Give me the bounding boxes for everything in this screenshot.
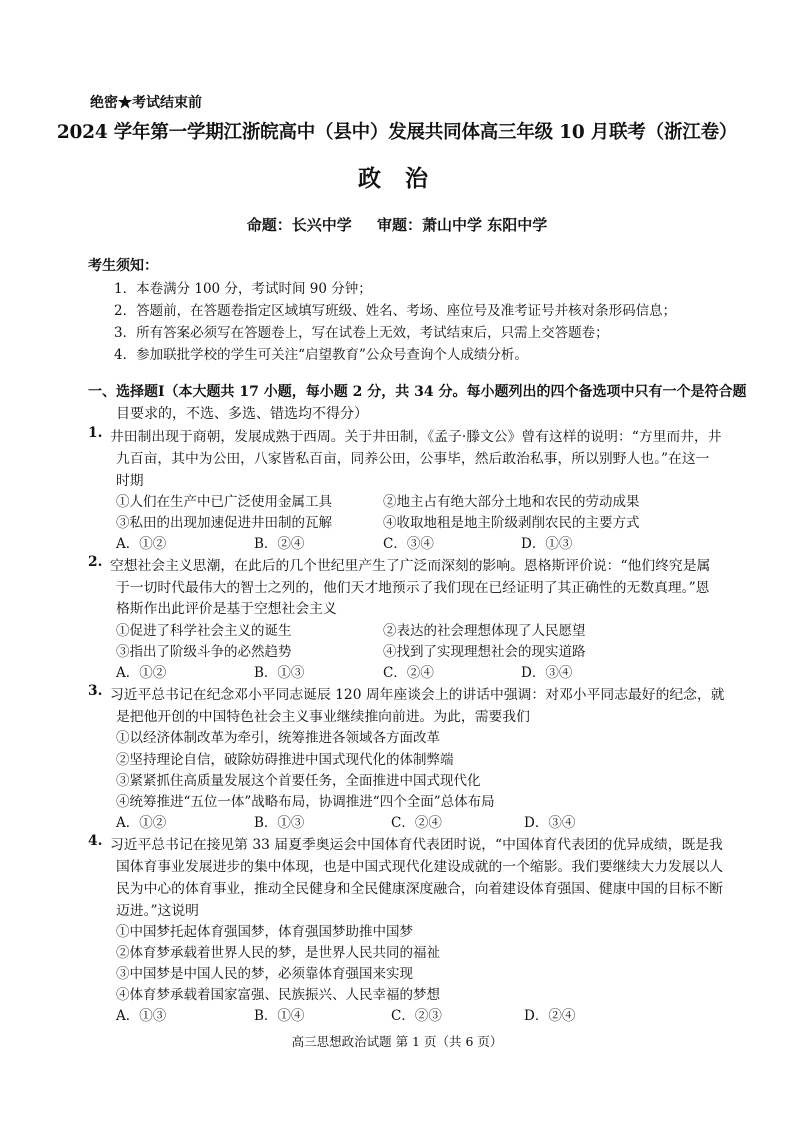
confidential-label: 绝密★考试结束前: [90, 95, 202, 111]
answer-choice-a: A．①②: [116, 536, 167, 552]
statement-option: ④收取地租是地主阶级剥削农民的主要方式: [383, 515, 640, 531]
notice-item: 3．所有答案必须写在答题卷上，写在试卷上无效，考试结束后，只需上交答题卷；: [114, 325, 609, 341]
answer-choice-d: D．②④: [524, 1008, 576, 1024]
question-text: 井田制出现于商朝，发展成熟于西周。关于井田制，《孟子·滕文公》曾有这样的说明：“方里而井，井: [110, 429, 722, 445]
statement-option: ④体育梦承载着国家富强、民族振兴、人民幸福的梦想: [116, 987, 440, 1003]
answer-choice-a: A．①②: [116, 665, 167, 681]
statement-option: ②地主占有绝大部分土地和农民的劳动成果: [383, 494, 640, 510]
reviewer: 审题：萧山中学 东阳中学: [377, 216, 548, 234]
notice-item: 2．答题前，在答题卷指定区域填写班级、姓名、考场、座位号及准考证号并核对条形码信息；: [114, 303, 677, 319]
question-text: 于一切时代最伟大的智士之列的，他们天才地预示了我们现在已经证明了其正确性的无数真理。”恩: [116, 580, 710, 596]
section-heading-cont: 目要求的，不选、多选、错选均不得分）: [116, 406, 368, 422]
question-text: 习近平总书记在纪念邓小平同志诞辰 120 周年座谈会上的讲话中强调：对邓小平同志最好的纪念，就: [110, 687, 725, 703]
statement-option: ②表达的社会理想体现了人民愿望: [383, 623, 586, 639]
answer-choice-a: A．①②: [116, 815, 167, 831]
answer-choice-b: B．①③: [254, 665, 305, 681]
notice-item: 1．本卷满分 100 分，考试时间 90 分钟；: [114, 281, 372, 297]
answer-choice-d: D．③④: [524, 815, 576, 831]
statement-option: ③指出了阶级斗争的必然趋势: [116, 644, 292, 660]
statement-option: ②体育梦承载着世界人民的梦，是世界人民共同的福祉: [116, 945, 440, 961]
statement-option: ③私田的出现加速促进井田制的瓦解: [116, 515, 332, 531]
statement-option: ①以经济体制改革为牵引，统筹推进各领域各方面改革: [116, 730, 440, 746]
notice-item: 4．参加联批学校的学生可关注“启望教育”公众号查询个人成绩分析。: [114, 347, 528, 363]
notice-heading: 考生须知：: [88, 258, 158, 274]
subject-title: 政 治: [357, 165, 436, 192]
answer-choice-c: C．③④: [383, 536, 434, 552]
statement-option: ①中国梦托起体育强国梦，体育强国梦助推中国梦: [116, 924, 413, 940]
answer-choice-d: D．③④: [521, 665, 573, 681]
page-footer: 高三思想政治试题 第 1 页（共 6 页）: [291, 1034, 503, 1049]
question-number: 1.: [88, 425, 103, 441]
statement-option: ①促进了科学社会主义的诞生: [116, 623, 292, 639]
answer-choice-b: B．①④: [254, 1008, 305, 1024]
question-text: 时期: [116, 473, 144, 489]
answer-choice-c: C．②③: [391, 1008, 442, 1024]
statement-option: ②坚持理论自信，破除妨碍推进中国式现代化的体制弊端: [116, 752, 454, 768]
statement-option: ③紧紧抓住高质量发展这个首要任务，全面推进中国式现代化: [116, 773, 481, 789]
answer-choice-b: B．②④: [254, 536, 305, 552]
question-text: 习近平总书记在接见第 33 届夏季奥运会中国体育代表团时说，“中国体育代表团的优异成绩，既是我: [110, 837, 723, 853]
question-number: 4.: [88, 833, 103, 849]
question-text: 是把他开创的中国特色社会主义事业继续推向前进。为此，需要我们: [116, 709, 530, 725]
question-text: 迈进。”这说明: [116, 903, 199, 919]
exam-title: 2024 学年第一学期江浙皖高中（县中）发展共同体高三年级 10 月联考（浙江卷）: [56, 122, 738, 143]
answer-choice-d: D．①③: [521, 536, 573, 552]
question-text: 民为中心的体育事业，推动全民健身和全民健康深度融合，向着建设体育强国、健康中国的目标不断: [116, 881, 724, 897]
authors-line: [0, 214, 794, 235]
question-text: 空想社会主义思潮，在此后的几个世纪里产生了广泛而深刻的影响。恩格斯评价说：“他们终究是属: [110, 558, 711, 574]
answer-choice-a: A．①③: [116, 1008, 167, 1024]
question-text: 国体育事业发展进步的集中体现，也是中国式现代化建设成就的一个缩影。我们要继续大力发展以人: [116, 859, 724, 875]
section-heading: 一、选择题Ⅰ（本大题共 17 小题，每小题 2 分，共 34 分。每小题列出的四个备选项中只有一个是符合题: [88, 384, 747, 400]
statement-option: ①人们在生产中已广泛使用金属工具: [116, 494, 332, 510]
question-text: 九百亩，其中为公田，八家皆私百亩，同养公田，公事毕，然后敢治私事，所以别野人也。”在这一: [116, 451, 710, 467]
question-number: 2.: [88, 554, 103, 570]
statement-option: ④找到了实现理想社会的现实道路: [383, 644, 586, 660]
question-text: 格斯作出此评价是基于空想社会主义: [116, 601, 337, 617]
answer-choice-c: C．②④: [383, 665, 434, 681]
question-number: 3.: [88, 683, 103, 699]
statement-option: ④统筹推进“五位一体”战略布局，协调推进“四个全面”总体布局: [116, 794, 495, 810]
answer-choice-b: B．①③: [254, 815, 305, 831]
setter: 命题：长兴中学: [246, 216, 352, 234]
answer-choice-c: C．②④: [391, 815, 442, 831]
statement-option: ③中国梦是中国人民的梦，必须靠体育强国来实现: [116, 966, 413, 982]
